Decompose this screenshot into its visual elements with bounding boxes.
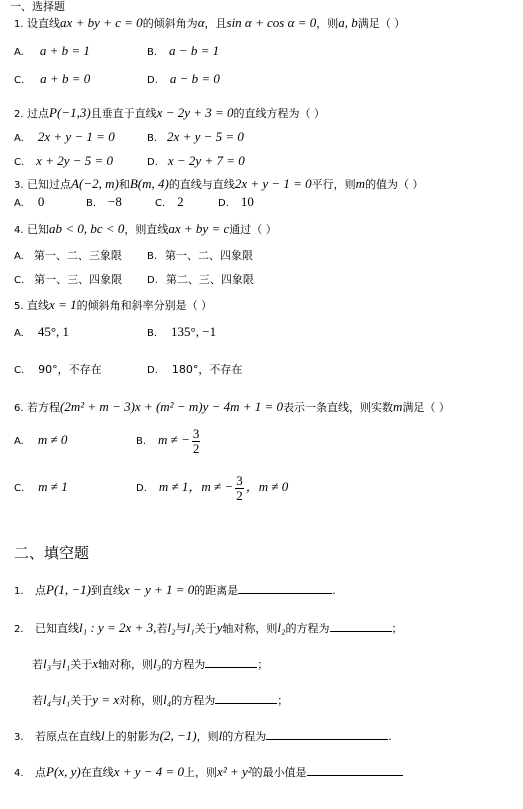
f4-line: x + y − 4 = 0 xyxy=(113,764,185,779)
fill-question-3: 3. 若原点在直线l上的射影为(2, −1)，则l的方程为 . xyxy=(14,728,392,743)
f2-line: l₁ : y = 2x + 3, xyxy=(79,620,157,635)
q2-option-c xyxy=(14,154,113,170)
option-label: B. xyxy=(147,328,158,339)
option-text: 90°，不存在 xyxy=(38,363,102,376)
q6-text-post: 满足（ ） xyxy=(402,401,450,414)
q3-point-a: A(−2, m) xyxy=(71,176,119,191)
q1-option-b xyxy=(147,44,219,60)
option-text: 2x + y − 1 = 0 xyxy=(37,129,115,144)
q1-text-mid2: ，且 xyxy=(204,17,227,30)
q6-text-pre: 若方程 xyxy=(27,401,61,414)
f4-expression: x² + y² xyxy=(217,764,252,779)
q4-text-mid: ，则直线 xyxy=(124,223,169,236)
q5-option-c xyxy=(14,363,102,378)
f2-axis: y xyxy=(216,620,223,635)
question-number: 2. xyxy=(14,109,24,120)
q5-text-post: 的倾斜角和斜率分别是（ ） xyxy=(76,299,213,312)
q6-text-mid: 表示一条直线，则实数 xyxy=(283,401,394,414)
section-title-fill-in: 二、填空题 xyxy=(14,544,90,562)
f2c-l4: l₄ xyxy=(43,692,52,707)
option-text-tail: ，m ≠ 0 xyxy=(245,479,289,494)
option-label: C. xyxy=(14,75,25,86)
f2-text-post2: 的方程为 xyxy=(285,622,330,635)
option-label: B. xyxy=(147,133,158,144)
question-number: 1. xyxy=(14,19,24,30)
answer-blank[interactable] xyxy=(266,728,388,740)
semicolon: ； xyxy=(257,658,269,671)
q4-text-post: 通过（ ） xyxy=(229,223,277,236)
option-label: D. xyxy=(147,157,158,168)
f2c-text-mid2: 关于 xyxy=(70,694,93,707)
f2-text-mid: 若 xyxy=(156,622,168,635)
option-label: B. xyxy=(147,251,158,262)
q6-option-b xyxy=(136,423,202,459)
q3-text-and: 和 xyxy=(118,178,130,191)
q5-option-b xyxy=(147,325,216,341)
option-label: A. xyxy=(14,47,24,58)
f1-text-mid: 到直线 xyxy=(90,584,124,597)
option-label: D. xyxy=(147,275,158,286)
option-text: a + b = 0 xyxy=(40,71,91,86)
q5-option-a xyxy=(14,325,69,341)
f1-text-post: 的距离是 xyxy=(194,584,239,597)
f3-text-post: 的方程为 xyxy=(222,730,267,743)
question-number: 2. xyxy=(14,624,24,635)
f2b-text-mid2: 关于 xyxy=(70,658,93,671)
fraction-denominator: 2 xyxy=(236,487,243,503)
f4-point: P(x, y) xyxy=(46,764,81,779)
q3-text-pre: 已知过点 xyxy=(27,178,72,191)
option-label: D. xyxy=(136,483,147,494)
f2b-text-post2: 的方程为 xyxy=(161,658,206,671)
option-label: A. xyxy=(14,436,24,447)
fraction-denominator: 2 xyxy=(192,440,200,456)
q3-option-a xyxy=(14,195,44,211)
fill-question-2 xyxy=(14,620,403,637)
q1-option-a xyxy=(14,44,90,60)
q3-option-d xyxy=(218,195,254,211)
f2c-text-post2: 的方程为 xyxy=(171,694,216,707)
fill-question-2-line-2 xyxy=(32,656,268,672)
semicolon: ； xyxy=(391,622,403,635)
question-number: 3. xyxy=(14,732,24,743)
q4-option-b xyxy=(147,249,253,264)
f2b-text-post: 轴对称，则 xyxy=(98,658,154,671)
option-text: 2 xyxy=(177,194,184,209)
option-label: B. xyxy=(86,198,97,209)
option-text: x − 2y + 7 = 0 xyxy=(167,153,245,168)
f2c-l4b: l₄ xyxy=(163,692,172,707)
q6-equation: (2m² + m − 3)x + (m² − m)y − 4m + 1 = 0 xyxy=(60,399,284,414)
q2-option-d xyxy=(147,154,245,170)
q1-text-mid: 的倾斜角为 xyxy=(142,17,198,30)
q3-point-b: B(m, 4) xyxy=(129,176,169,191)
q1-ab: a, b xyxy=(338,15,358,30)
f2b-text-mid: 与 xyxy=(51,658,63,671)
q3-line: 2x + y − 1 = 0 xyxy=(234,176,312,191)
question-3 xyxy=(14,177,424,193)
section-title-choice: 一、选择题 xyxy=(10,0,65,13)
fill-question-1: 1. 点P(1, −1)到直线x − y + 1 = 0的距离是 . xyxy=(14,582,336,597)
q3-text-mid2: 平行，则 xyxy=(311,178,356,191)
option-label: C. xyxy=(14,365,25,376)
option-text: m ≠ − xyxy=(158,432,190,447)
fill-question-4 xyxy=(14,764,403,781)
q1-text-mid3: ，则 xyxy=(316,17,339,30)
option-text: a − b = 0 xyxy=(169,71,220,86)
q6-option-a xyxy=(14,433,67,449)
q4-text-pre: 已知 xyxy=(27,223,50,236)
q1-option-d xyxy=(147,72,220,88)
f2-l2: l₂ xyxy=(167,620,176,635)
f2c-l1: l₁ xyxy=(62,692,71,707)
f3-l2: l xyxy=(218,728,223,743)
q4-option-c xyxy=(14,273,122,288)
q2-option-b xyxy=(147,130,244,146)
answer-blank[interactable] xyxy=(205,656,257,668)
option-label: C. xyxy=(14,157,25,168)
fill-question-2-line-3 xyxy=(32,692,288,708)
f2c-text-post: 对称，则 xyxy=(119,694,164,707)
q1-option-c xyxy=(14,72,90,88)
q2-line: x − 2y + 3 = 0 xyxy=(156,105,234,120)
option-text: m ≠ 0 xyxy=(37,432,68,447)
answer-blank[interactable] xyxy=(238,582,332,594)
q6-option-d xyxy=(136,470,288,506)
f2-l2b: l₂ xyxy=(277,620,286,635)
answer-blank[interactable] xyxy=(330,620,392,632)
q3-text-post: 的值为（ ） xyxy=(365,178,424,191)
q5-line: x = 1 xyxy=(49,297,77,312)
q1-text-post: 满足（ ） xyxy=(357,17,406,30)
fraction-numerator: 3 xyxy=(236,472,243,488)
question-number: 5. xyxy=(14,301,24,312)
option-label: B. xyxy=(147,47,158,58)
f2b-l1: l₁ xyxy=(62,656,71,671)
option-label: D. xyxy=(147,365,158,376)
option-text: a + b = 1 xyxy=(39,43,90,58)
q2-text-pre: 过点 xyxy=(27,107,50,120)
q1-alpha: α xyxy=(197,15,205,30)
option-label: A. xyxy=(14,133,24,144)
question-number: 4. xyxy=(14,225,24,236)
f2c-text-pre: 若 xyxy=(32,694,43,707)
q6-option-c xyxy=(14,480,68,496)
f2-text-pre: 已知直线 xyxy=(35,622,80,635)
option-label: A. xyxy=(14,251,24,262)
option-text: 第二、三、四象限 xyxy=(165,273,254,286)
option-text: m ≠ 1 xyxy=(38,479,68,494)
q3-text-mid: 的直线与直线 xyxy=(168,178,235,191)
f4-text-pre: 点 xyxy=(35,766,47,779)
q1-equation: ax + by + c = 0 xyxy=(60,15,143,30)
q4-option-d xyxy=(147,273,254,288)
option-text: 第一、三、四象限 xyxy=(34,273,123,286)
option-text: 2x + y − 5 = 0 xyxy=(167,129,244,144)
q5-text-pre: 直线 xyxy=(27,299,50,312)
f4-text-post: 的最小值是 xyxy=(251,766,307,779)
f3-l: l xyxy=(101,728,105,743)
f2-text-post: 轴对称，则 xyxy=(222,622,278,635)
question-1 xyxy=(14,16,405,32)
fraction-numerator: 3 xyxy=(192,425,200,441)
q3-option-c xyxy=(155,195,184,211)
question-number: 4. xyxy=(14,768,24,779)
q2-point: P(−1,3) xyxy=(49,105,91,120)
question-2 xyxy=(14,106,325,122)
q2-text-post: 的直线方程为（ ） xyxy=(233,107,326,120)
q2-text-mid: 且垂直于直线 xyxy=(90,107,157,120)
option-label: B. xyxy=(136,436,147,447)
q4-condition: ab < 0, bc < 0 xyxy=(49,221,125,236)
q4-line: ax + by = c xyxy=(168,221,230,236)
f4-text-mid2: 上，则 xyxy=(184,766,218,779)
option-text: m ≠ 1，m ≠ − xyxy=(158,479,234,494)
question-6 xyxy=(14,400,450,416)
fraction xyxy=(192,427,201,456)
q3-variable: m xyxy=(355,176,366,191)
answer-blank[interactable] xyxy=(307,764,403,776)
f2b-text-pre: 若 xyxy=(32,658,43,671)
q4-option-a xyxy=(14,249,122,264)
option-text: a − b = 1 xyxy=(169,43,220,58)
f2-text-mid3: 关于 xyxy=(194,622,217,635)
f3-point: (2, −1) xyxy=(159,728,197,743)
f2b-l3: l₃ xyxy=(43,656,52,671)
f3-text-pre: 若原点在直线 xyxy=(35,730,102,743)
f3-text-mid2: ，则 xyxy=(196,730,219,743)
option-label: C. xyxy=(14,275,25,286)
option-text: x + 2y − 5 = 0 xyxy=(36,153,114,168)
f2-text-mid2: 与 xyxy=(175,622,187,635)
question-number: 6. xyxy=(14,403,24,414)
q6-variable: m xyxy=(393,399,403,414)
f1-point: P(1, −1) xyxy=(46,582,91,597)
f3-text-mid: 上的射影为 xyxy=(104,730,160,743)
option-text: 第一、二、三象限 xyxy=(33,249,122,262)
answer-blank[interactable] xyxy=(215,692,277,704)
q3-option-b xyxy=(86,195,122,211)
option-text: −8 xyxy=(108,194,122,209)
option-text: 45°, 1 xyxy=(37,324,70,339)
f2-l1: l₁ xyxy=(186,620,195,635)
f2b-l3b: l₃ xyxy=(153,656,162,671)
option-text: 第一、二、四象限 xyxy=(165,249,254,262)
question-4 xyxy=(14,222,277,238)
option-label: A. xyxy=(14,328,24,339)
option-label: D. xyxy=(218,198,229,209)
option-text: 0 xyxy=(37,194,45,209)
q1-condition: sin α + cos α = 0 xyxy=(226,15,317,30)
semicolon: ； xyxy=(277,694,289,707)
f1-text-pre: 点 xyxy=(35,584,47,597)
option-label: C. xyxy=(14,483,25,494)
q1-text-pre: 设直线 xyxy=(27,17,61,30)
option-label: A. xyxy=(14,198,24,209)
f1-line: x − y + 1 = 0 xyxy=(123,582,195,597)
option-label: D. xyxy=(147,75,158,86)
question-number: 1. xyxy=(14,586,24,597)
question-number: 3. xyxy=(14,180,24,191)
f4-text-mid: 在直线 xyxy=(80,766,114,779)
f2c-text-mid: 与 xyxy=(51,694,63,707)
q2-option-a xyxy=(14,130,115,146)
option-text: 180°，不存在 xyxy=(171,363,243,376)
f2c-axis: y = x xyxy=(92,692,120,707)
f2b-axis: x xyxy=(92,656,99,671)
q5-option-d xyxy=(147,363,242,378)
question-5 xyxy=(14,298,212,314)
option-text: 135°, −1 xyxy=(171,324,217,339)
option-label: C. xyxy=(155,198,166,209)
option-text: 10 xyxy=(240,194,254,209)
fraction xyxy=(235,474,244,503)
